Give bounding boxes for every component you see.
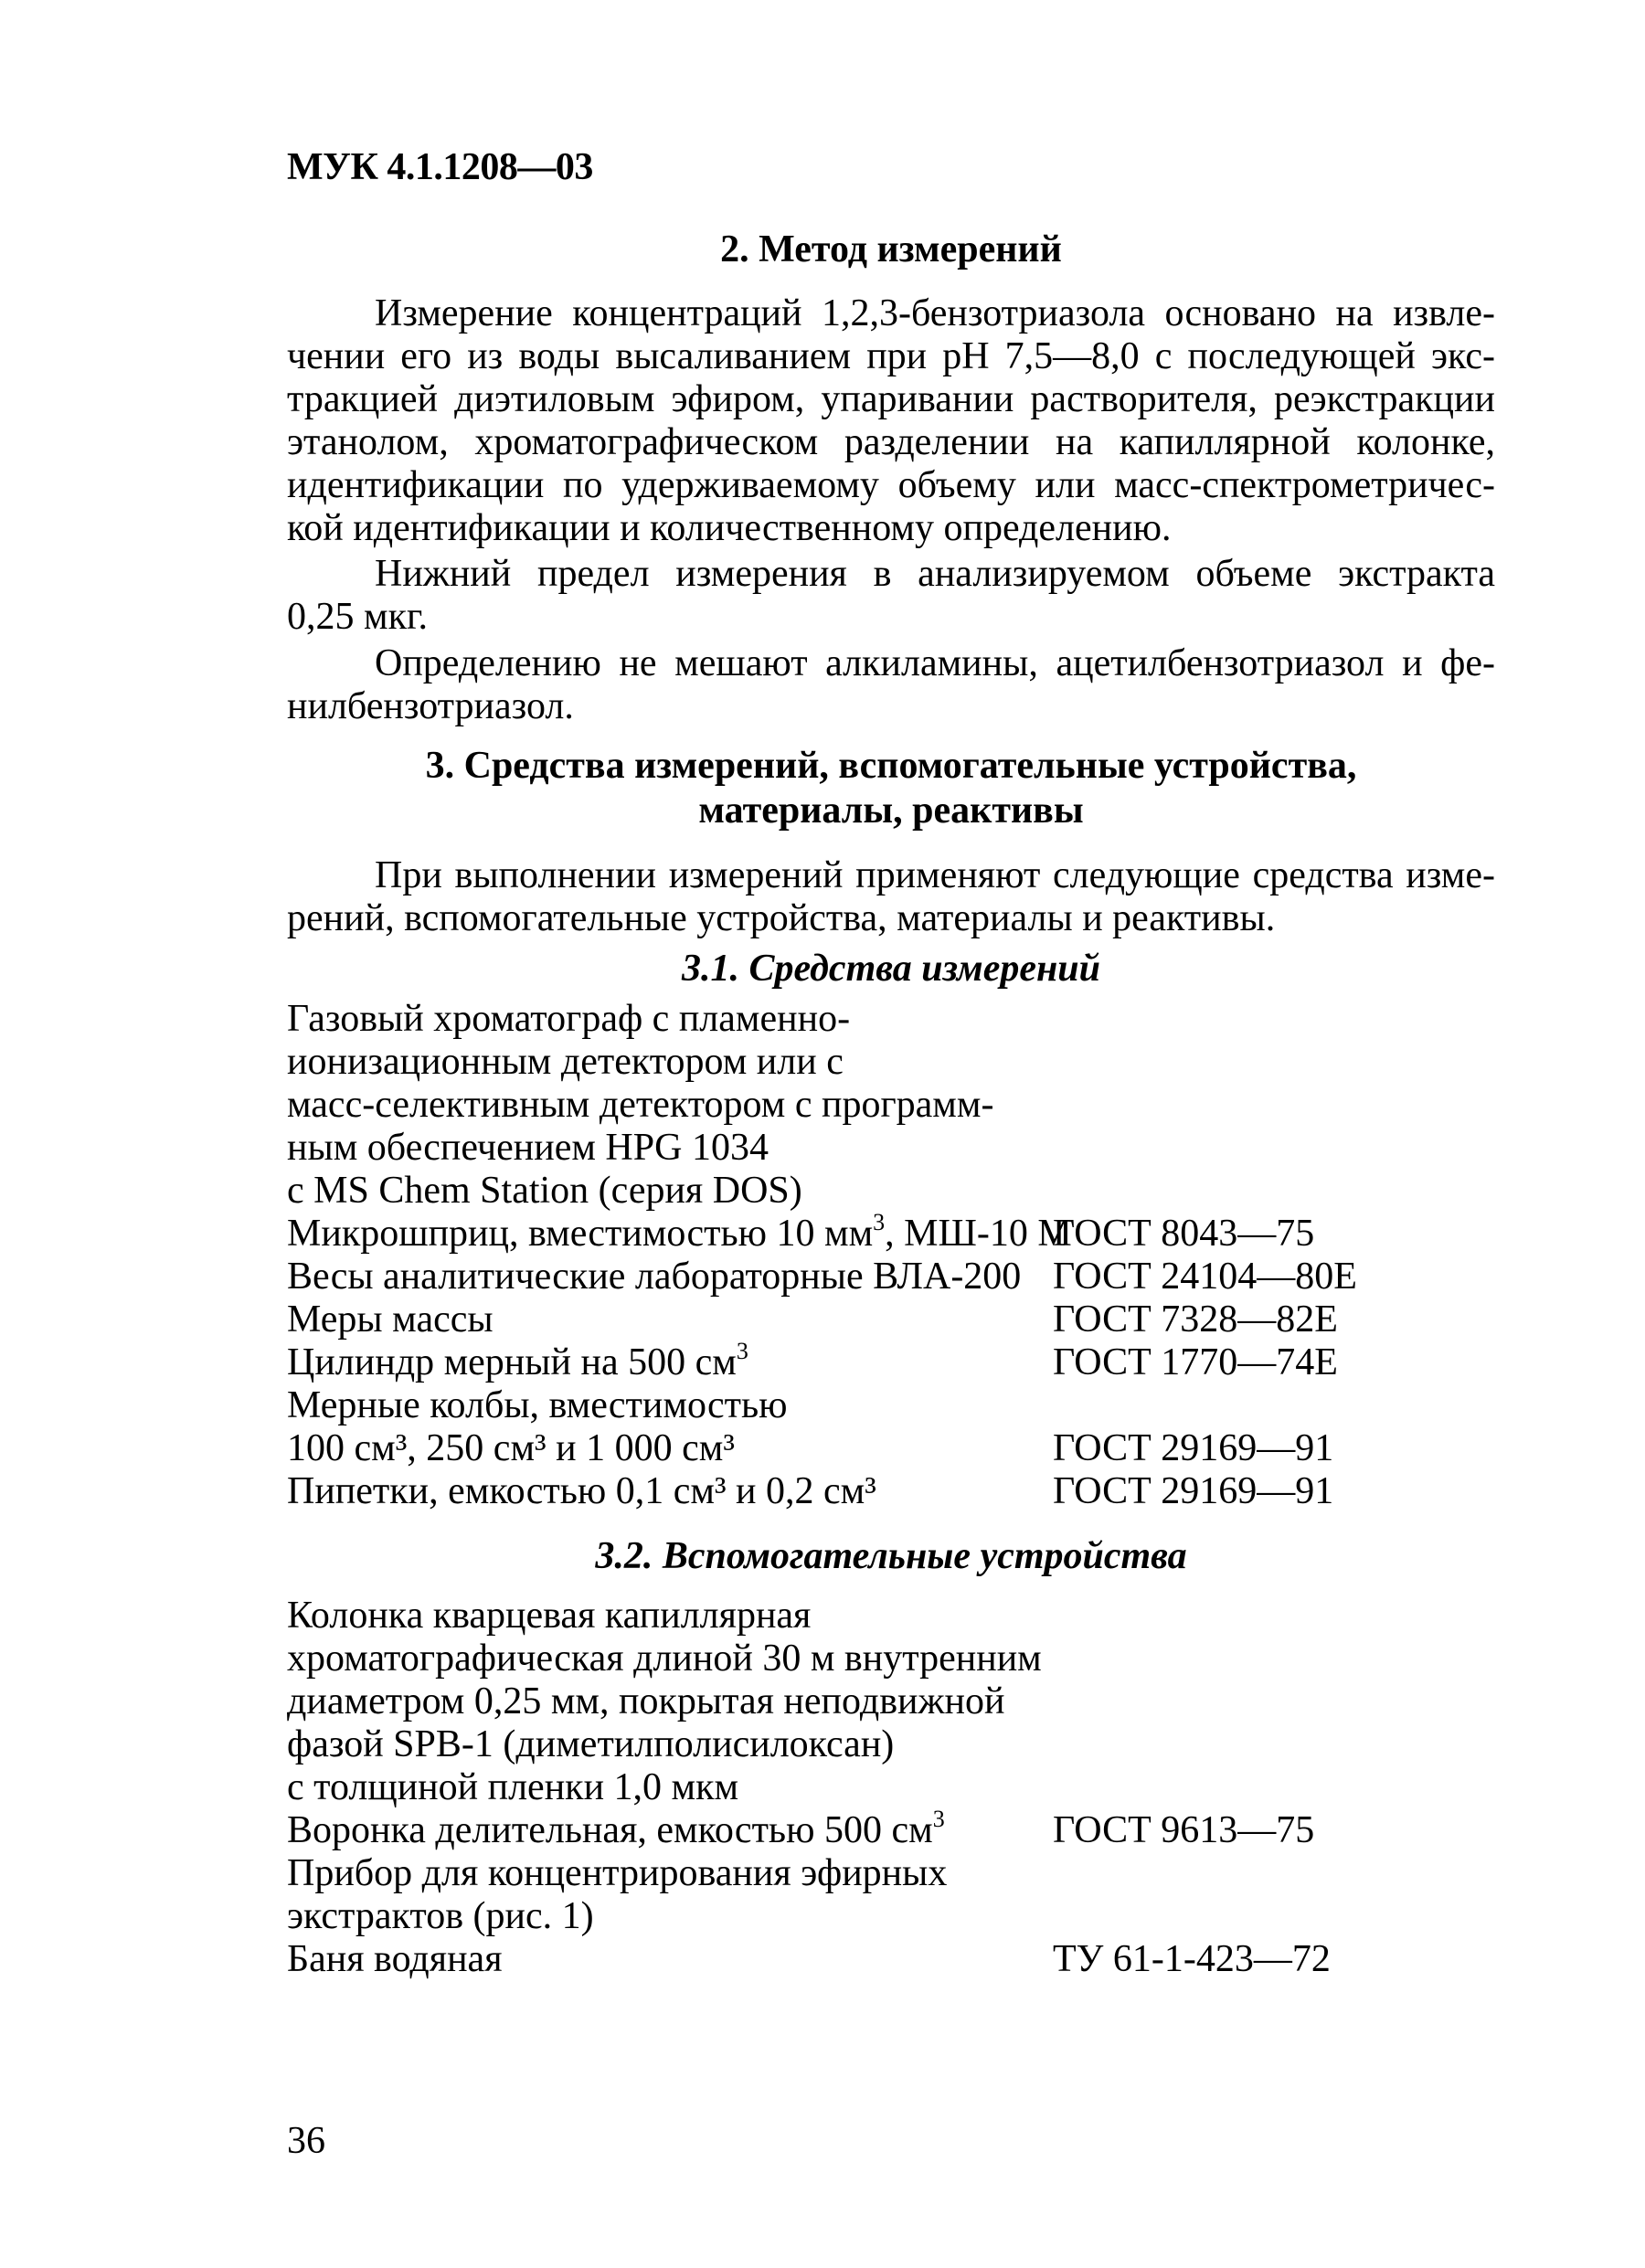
text-line: идентификации по удерживаемому объему или масс-спектрометричес- bbox=[287, 464, 1495, 506]
text-line: Нижний предел измерения в анализируемом объеме экстракта bbox=[375, 553, 1495, 595]
page-number: 36 bbox=[287, 2120, 325, 2162]
item-label: масс-селективным детектором с программ- bbox=[287, 1084, 994, 1126]
item-label: Баня водяная bbox=[287, 1938, 503, 1980]
item-label: Газовый хроматограф с пламенно- bbox=[287, 998, 851, 1040]
list-item bbox=[287, 1895, 1495, 1938]
list-item bbox=[287, 1256, 1495, 1298]
list-item bbox=[287, 1470, 1495, 1513]
item-label: Мерные колбы, вместимостью bbox=[287, 1384, 788, 1426]
item-label: Цилиндр мерный на 500 $см^3$ bbox=[287, 1338, 748, 1383]
item-standard: ГОСТ 29169—91 bbox=[1053, 1470, 1334, 1512]
item-label: Меры массы bbox=[287, 1298, 494, 1341]
list-item bbox=[287, 1723, 1495, 1766]
item-label: экстрактов (рис. 1) bbox=[287, 1895, 594, 1937]
text-line: Измерение концентраций 1,2,3-бензотриазола основано на извле- bbox=[375, 292, 1495, 334]
list-item bbox=[287, 1680, 1495, 1723]
item-label: Прибор для концентрирования эфирных bbox=[287, 1852, 948, 1894]
list-item bbox=[287, 1170, 1495, 1213]
item-standard: ГОСТ 29169—91 bbox=[1053, 1427, 1334, 1469]
text-line: этанолом, хроматографическом разделении на капиллярной колонке, bbox=[287, 421, 1495, 463]
item-label: Колонка кварцевая капиллярная bbox=[287, 1595, 812, 1637]
list-item bbox=[287, 998, 1495, 1041]
subsection-3-2-heading: 3.2. Вспомогательные устройства bbox=[595, 1535, 1187, 1577]
item-label: Воронка делительная, емкостью 500 $см^3$ bbox=[287, 1806, 945, 1851]
list-item bbox=[287, 1427, 1495, 1470]
list-item bbox=[287, 1806, 1495, 1852]
list-item bbox=[287, 1637, 1495, 1680]
item-standard: ГОСТ 1770—74Е bbox=[1053, 1341, 1338, 1383]
item-label: диаметром 0,25 мм, покрытая неподвижной bbox=[287, 1680, 1005, 1722]
item-label: Микрошприц, вместимостью 10 $мм^3$, МШ-10 М bbox=[287, 1209, 1072, 1255]
item-label: хроматографическая длиной 30 м внутренним bbox=[287, 1637, 1042, 1680]
list-item bbox=[287, 1938, 1495, 1981]
list-item bbox=[287, 1127, 1495, 1170]
list-item bbox=[287, 1384, 1495, 1427]
item-label: с толщиной пленки 1,0 мкм bbox=[287, 1766, 739, 1808]
section-2-paragraph-2 bbox=[287, 553, 1495, 639]
document-code: МУК 4.1.1208—03 bbox=[287, 146, 593, 188]
text-line: рений, вспомогательные устройства, материалы и реактивы. bbox=[287, 897, 1276, 939]
section-2-paragraph-1 bbox=[287, 292, 1495, 550]
item-standard: ГОСТ 9613—75 bbox=[1053, 1809, 1315, 1851]
list-item bbox=[287, 1041, 1495, 1084]
item-label: с MS Chem Station (серия DOS) bbox=[287, 1170, 802, 1212]
text-line: нилбензотриазол. bbox=[287, 685, 574, 727]
item-label: ионизационным детектором или с bbox=[287, 1041, 844, 1083]
section-2-paragraph-3 bbox=[287, 642, 1495, 728]
section-3-intro bbox=[287, 854, 1495, 940]
instruments-list bbox=[287, 998, 1495, 1513]
section-3-heading-line-1: 3. Средства измерений, вспомогательные устройства, bbox=[425, 745, 1357, 787]
item-standard: ТУ 61-1-423—72 bbox=[1053, 1938, 1331, 1980]
text-line: тракцией диэтиловым эфиром, упаривании растворителя, реэкстракции bbox=[287, 378, 1495, 420]
item-standard: ГОСТ 7328—82Е bbox=[1053, 1298, 1338, 1341]
subsection-3-1-heading: 3.1. Средства измерений bbox=[681, 948, 1101, 990]
item-label: Пипетки, емкостью 0,1 см³ и 0,2 см³ bbox=[287, 1470, 876, 1512]
auxiliary-devices-list bbox=[287, 1595, 1495, 1981]
item-label: ным обеспечением HPG 1034 bbox=[287, 1127, 769, 1169]
list-item bbox=[287, 1595, 1495, 1637]
list-item bbox=[287, 1766, 1495, 1809]
section-3-heading-line-2: материалы, реактивы bbox=[698, 790, 1084, 832]
text-line: Определению не мешают алкиламины, ацетилбензотриазол и фе- bbox=[375, 642, 1495, 684]
section-2-heading: 2. Метод измерений bbox=[720, 228, 1062, 270]
item-label: 100 см³, 250 см³ и 1 000 см³ bbox=[287, 1427, 735, 1469]
item-label: Весы аналитические лабораторные ВЛА-200 bbox=[287, 1256, 1022, 1298]
text-line: При выполнении измерений применяют следующие средства изме- bbox=[375, 854, 1495, 896]
list-item bbox=[287, 1084, 1495, 1127]
list-item bbox=[287, 1852, 1495, 1895]
text-line: кой идентификации и количественному определению. bbox=[287, 507, 1172, 549]
text-line: чении его из воды высаливанием при pH 7,5—8,0 с последующей экс- bbox=[287, 335, 1495, 377]
list-item bbox=[287, 1209, 1495, 1256]
item-label: фазой SPB-1 (диметилполисилоксан) bbox=[287, 1723, 895, 1765]
item-standard: ГОСТ 8043—75 bbox=[1053, 1213, 1315, 1255]
item-standard: ГОСТ 24104—80Е bbox=[1053, 1256, 1357, 1298]
text-line: 0,25 мкг. bbox=[287, 596, 428, 638]
list-item bbox=[287, 1298, 1495, 1341]
list-item bbox=[287, 1338, 1495, 1384]
